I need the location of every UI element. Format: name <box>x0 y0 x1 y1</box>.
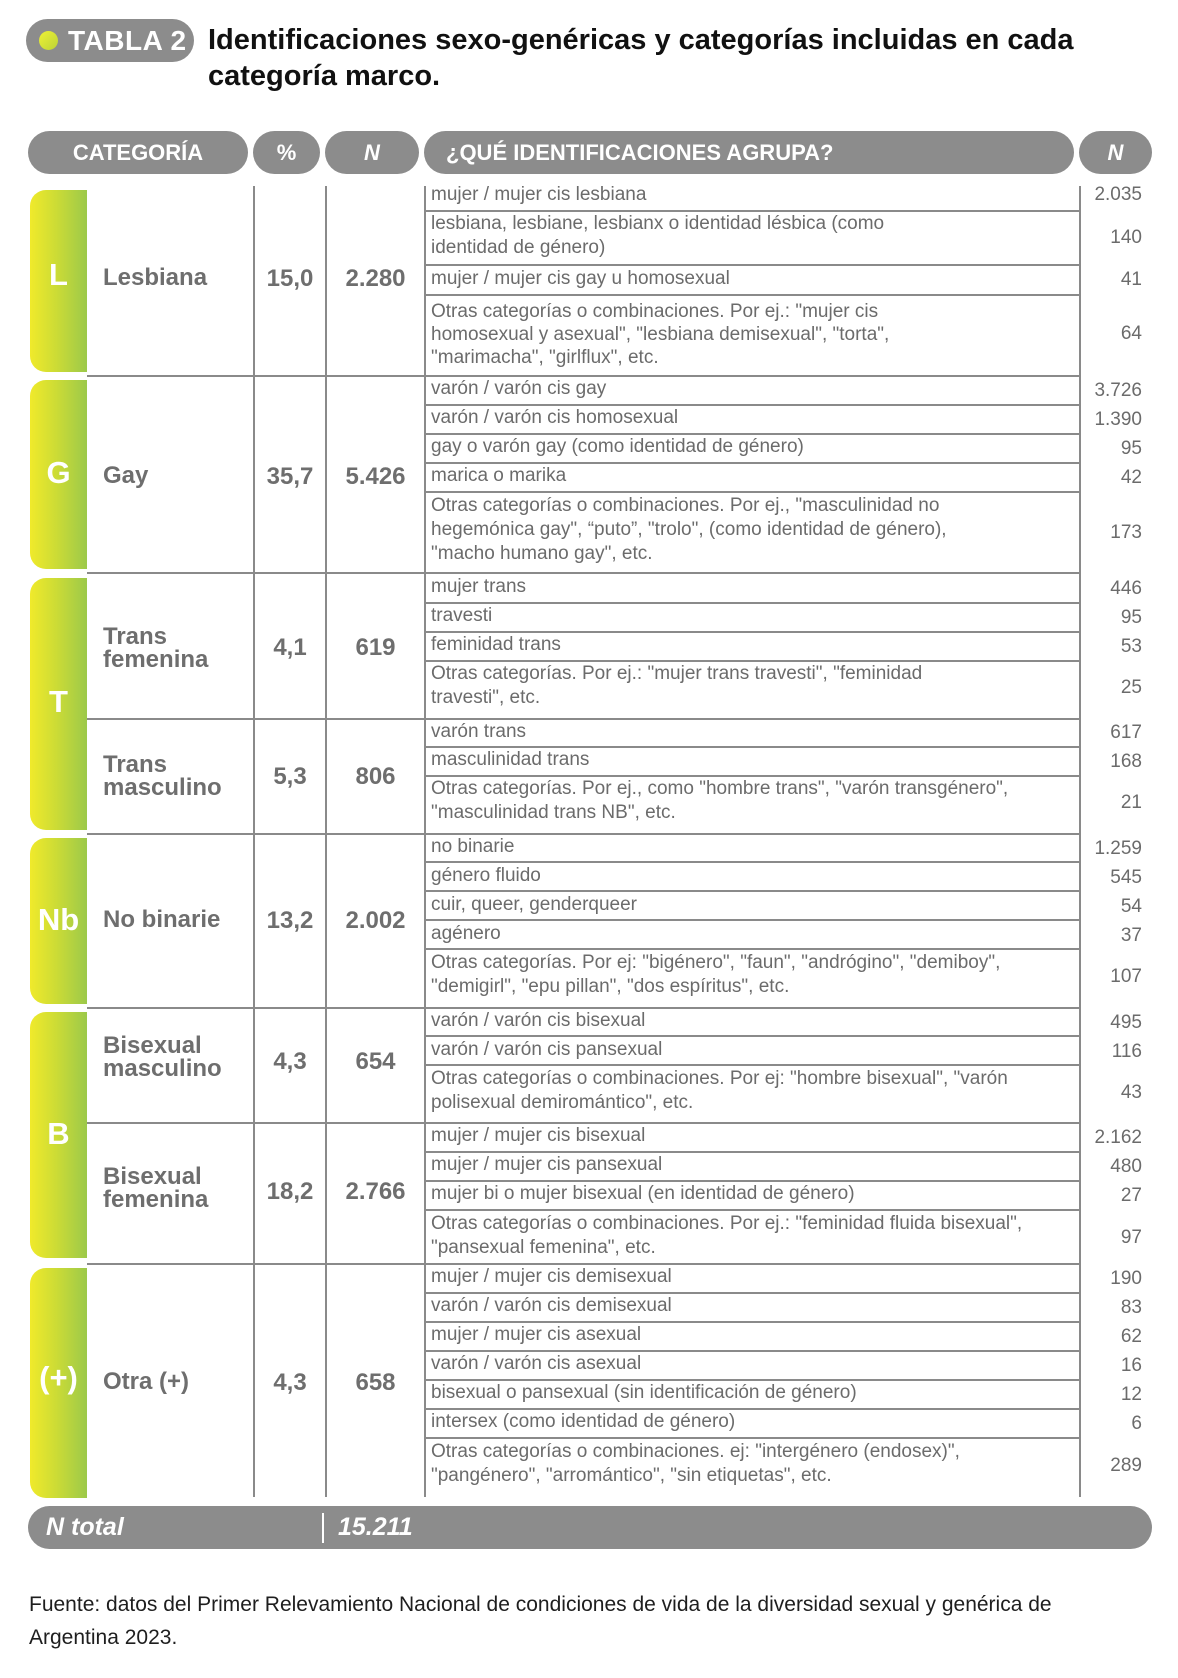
identification-text: varón / varón cis bisexual <box>431 1010 646 1031</box>
identification-n: 545 <box>1110 867 1142 888</box>
category-n: 658 <box>355 1369 396 1396</box>
identification-text: bisexual o pansexual (sin identificación de género) <box>431 1382 857 1403</box>
category-name: Bisexual femenina <box>103 1163 209 1213</box>
total-value: 15.211 <box>338 1513 413 1541</box>
category-name: Bisexual masculino <box>103 1032 222 1082</box>
column-header-identifications: ¿QUÉ IDENTIFICACIONES AGRUPA? <box>424 131 1074 174</box>
identification-n: 140 <box>1110 227 1142 248</box>
identification-text: mujer trans <box>431 576 527 597</box>
identification-text: masculinidad trans <box>431 749 590 770</box>
category-name: Otra (+) <box>103 1368 190 1395</box>
identification-n: 83 <box>1120 1297 1142 1318</box>
source-note: Fuente: datos del Primer Relevamiento Nacional de condiciones de vida de la diversidad sexual y genérica de Argentina 2023. <box>29 1593 1052 1649</box>
group-letter: G <box>46 455 71 490</box>
category-percent: 15,0 <box>266 265 314 292</box>
category-name: No binarie <box>103 906 221 933</box>
identification-n: 190 <box>1110 1268 1142 1289</box>
column-header-category: CATEGORÍA <box>28 131 248 174</box>
identification-text: varón / varón cis homosexual <box>431 407 679 428</box>
row-divider <box>424 294 1080 296</box>
identification-n: 2.162 <box>1094 1127 1142 1148</box>
identification-text: Otras categorías. Por ej.: "mujer trans travesti", "feminidad travesti", etc. <box>431 663 923 708</box>
identification-text: Otras categorías. Por ej., como "hombre trans", "varón transgénero", "masculinidad trans NB", etc. <box>431 778 1009 823</box>
identification-n: 53 <box>1120 636 1142 657</box>
category-percent: 5,3 <box>273 763 307 790</box>
identification-text: mujer / mujer cis bisexual <box>431 1125 646 1146</box>
identification-text: mujer bi o mujer bisexual (en identidad de género) <box>431 1183 855 1204</box>
identification-text: género fluido <box>431 865 541 886</box>
category-name: Trans masculino <box>103 751 222 801</box>
identification-n: 1.259 <box>1094 838 1142 859</box>
category-percent: 4,3 <box>273 1048 307 1075</box>
identification-text: Otras categorías o combinaciones. Por ej., "masculinidad no hegemónica gay", “puto”, "trolo", (como identidad de género), "macho humano gay", etc. <box>431 495 947 564</box>
category-name: Gay <box>103 462 149 489</box>
column-header-n: N <box>325 131 419 174</box>
identification-text: varón / varón cis demisexual <box>431 1295 672 1316</box>
identification-n: 95 <box>1120 607 1142 628</box>
group-letter: T <box>49 684 68 719</box>
identification-n: 43 <box>1120 1082 1142 1103</box>
dot-icon <box>39 31 58 50</box>
identification-text: Otras categorías o combinaciones. Por ej.: "mujer cis homosexual y asexual", "lesbiana demisexual", "torta", "marimacha", "girlflux", etc. <box>431 301 890 368</box>
row-divider <box>424 919 1080 921</box>
identification-n: 107 <box>1110 966 1142 987</box>
row-divider <box>424 491 1080 493</box>
identification-n: 41 <box>1120 269 1142 290</box>
category-divider <box>87 572 1080 574</box>
identification-n: 25 <box>1120 677 1142 698</box>
identification-n: 617 <box>1110 722 1142 743</box>
identification-text: varón trans <box>431 721 527 742</box>
identification-text: gay o varón gay (como identidad de género) <box>431 436 804 457</box>
identification-text: travesti <box>431 605 493 626</box>
row-divider <box>424 1035 1080 1037</box>
identification-n: 12 <box>1120 1384 1142 1405</box>
group-letter: Nb <box>37 902 80 937</box>
row-divider <box>424 948 1080 950</box>
column-divider <box>424 186 426 1497</box>
identification-n: 446 <box>1110 578 1142 599</box>
row-divider <box>424 1437 1080 1439</box>
category-n: 806 <box>355 763 396 790</box>
identification-text: mujer / mujer cis asexual <box>431 1324 642 1345</box>
category-percent: 35,7 <box>266 463 314 490</box>
identification-text: intersex (como identidad de género) <box>431 1411 736 1432</box>
identification-text: varón / varón cis gay <box>431 378 607 399</box>
identification-n: 95 <box>1120 438 1142 459</box>
identification-n: 173 <box>1110 522 1142 543</box>
column-header-n2: N <box>1079 131 1152 174</box>
table-badge <box>26 19 194 62</box>
identification-n: 21 <box>1120 792 1142 813</box>
identification-text: cuir, queer, genderqueer <box>431 894 637 915</box>
identification-text: feminidad trans <box>431 634 561 655</box>
identification-n: 3.726 <box>1094 380 1142 401</box>
identification-n: 62 <box>1120 1326 1142 1347</box>
identification-text: Otras categorías o combinaciones. Por ej: "hombre bisexual", "varón polisexual demiromántico", etc. <box>431 1068 1008 1113</box>
total-divider <box>322 1513 324 1543</box>
column-divider <box>1079 186 1081 1497</box>
identification-n: 97 <box>1120 1227 1142 1248</box>
identification-text: mujer / mujer cis pansexual <box>431 1154 663 1175</box>
row-divider <box>424 890 1080 892</box>
group-letter: L <box>49 257 68 292</box>
badge-label: TABLA 2 <box>68 25 187 56</box>
identification-n: 2.035 <box>1094 184 1142 205</box>
total-label: N total <box>46 1513 124 1541</box>
category-percent: 4,1 <box>273 634 307 661</box>
column-divider <box>325 186 327 1497</box>
row-divider <box>424 1209 1080 1211</box>
category-n: 2.002 <box>345 907 406 934</box>
row-divider <box>424 264 1080 266</box>
identification-text: varón / varón cis asexual <box>431 1353 642 1374</box>
category-n: 2.766 <box>345 1178 406 1205</box>
identification-n: 168 <box>1110 751 1142 772</box>
category-n: 619 <box>355 634 396 661</box>
identification-text: no binarie <box>431 836 515 857</box>
identification-n: 6 <box>1131 1413 1142 1434</box>
identification-text: Otras categorías o combinaciones. ej: "intergénero (endosex)", "pangénero", "arromántico", "sin etiquetas", etc. <box>431 1441 960 1486</box>
total-bar <box>28 1506 1152 1549</box>
identification-n: 480 <box>1110 1156 1142 1177</box>
identification-text: marica o marika <box>431 465 567 486</box>
identification-text: mujer / mujer cis demisexual <box>431 1266 672 1287</box>
identification-n: 289 <box>1110 1455 1142 1476</box>
column-divider <box>253 186 255 1497</box>
identification-text: varón / varón cis pansexual <box>431 1039 663 1060</box>
identification-text: mujer / mujer cis gay u homosexual <box>431 268 730 289</box>
identification-text: agénero <box>431 923 501 944</box>
identification-n: 16 <box>1120 1355 1142 1376</box>
category-n: 654 <box>355 1048 396 1075</box>
identification-text: Otras categorías o combinaciones. Por ej.: "feminidad fluida bisexual", "pansexual femenina", etc. <box>431 1213 1023 1258</box>
identification-n: 27 <box>1120 1185 1142 1206</box>
identification-n: 42 <box>1120 467 1142 488</box>
identification-text: mujer / mujer cis lesbiana <box>431 184 647 205</box>
category-percent: 18,2 <box>266 1178 314 1205</box>
identification-text: lesbiana, lesbiane, lesbianx o identidad lésbica (como identidad de género) <box>431 213 885 258</box>
row-divider <box>424 861 1080 863</box>
identification-n: 495 <box>1110 1012 1142 1033</box>
column-header-percent: % <box>253 131 320 174</box>
identification-n: 64 <box>1120 323 1142 344</box>
category-percent: 13,2 <box>266 907 314 934</box>
page-title: Identificaciones sexo-genéricas y categorías incluidas en cada categoría marco. <box>208 24 1074 92</box>
group-letter: B <box>47 1116 70 1151</box>
category-n: 5.426 <box>345 463 406 490</box>
group-letter: (+) <box>39 1360 78 1395</box>
identification-n: 37 <box>1120 925 1142 946</box>
identification-n: 54 <box>1120 896 1142 917</box>
category-name: Lesbiana <box>103 264 208 291</box>
row-divider <box>424 1064 1080 1066</box>
category-n: 2.280 <box>345 265 406 292</box>
category-percent: 4,3 <box>273 1369 307 1396</box>
category-name: Trans femenina <box>103 623 209 673</box>
identification-n: 1.390 <box>1094 409 1142 430</box>
identification-text: Otras categorías. Por ej: "bigénero", "faun", "andrógino", "demiboy", "demigirl", "epu pillan", "dos espíritus", etc. <box>431 952 1001 997</box>
identification-n: 116 <box>1111 1041 1142 1062</box>
